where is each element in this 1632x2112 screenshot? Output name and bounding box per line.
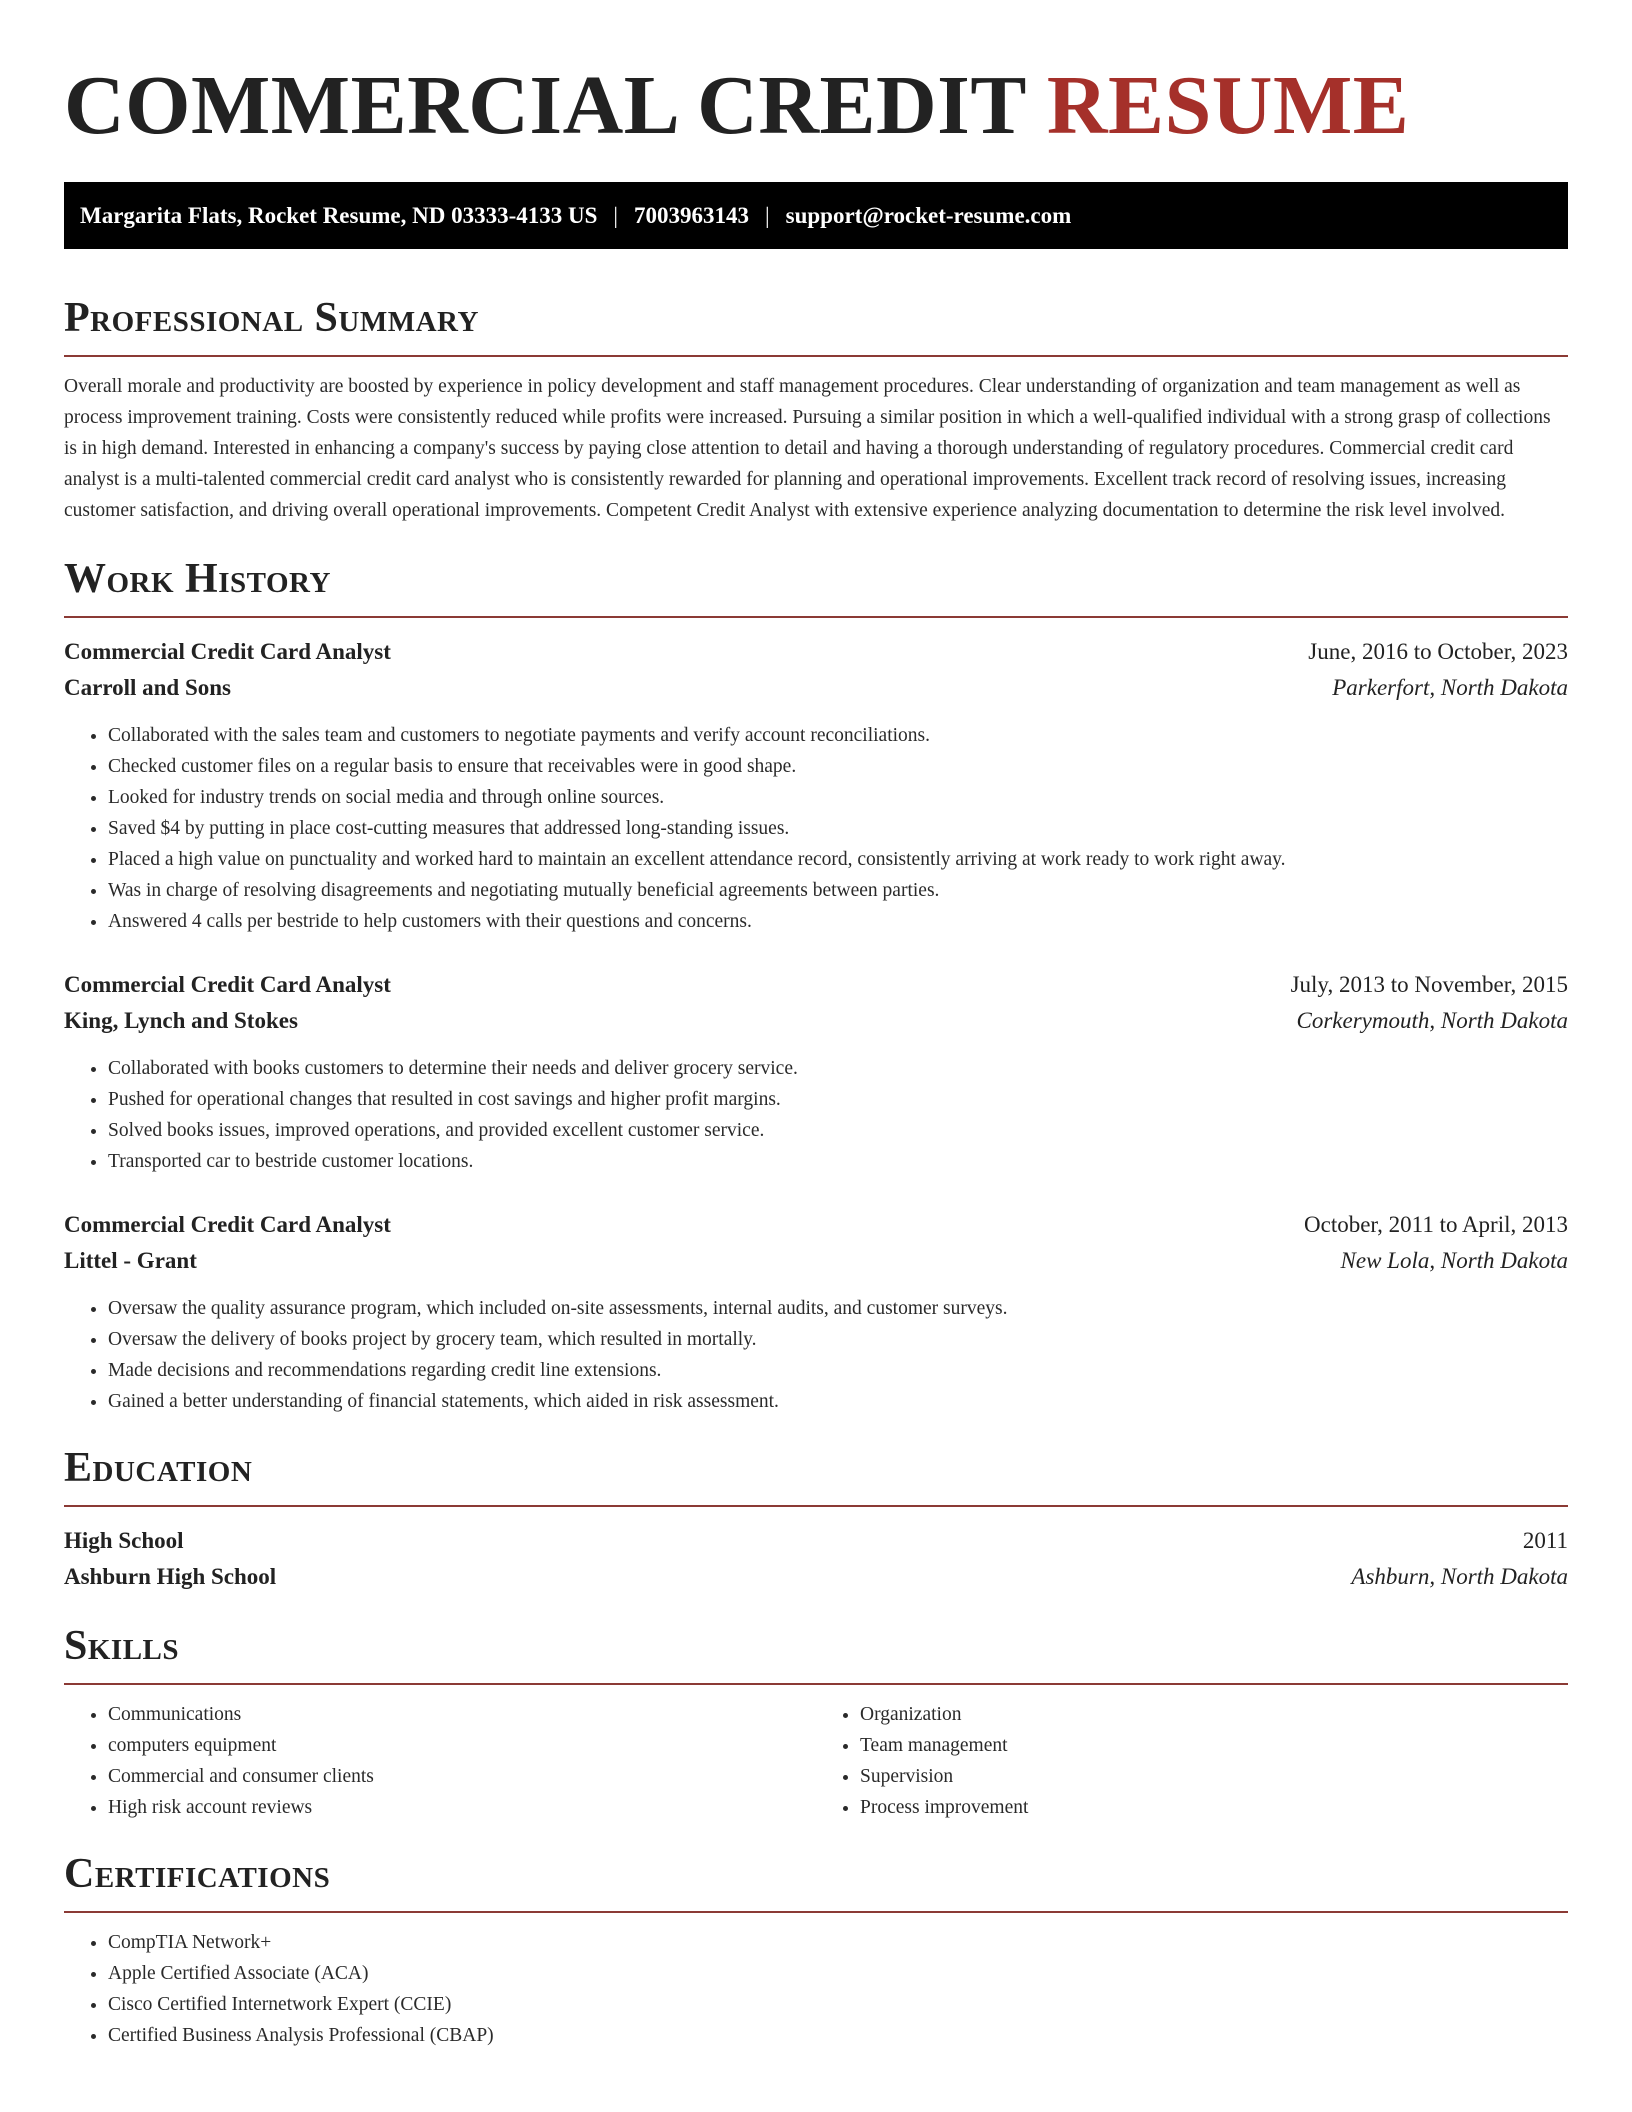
section-divider (64, 355, 1568, 357)
list-item: • Looked for industry trends on social media and through online sources. (108, 782, 1568, 813)
certifications-list (64, 1927, 1568, 2051)
list-item: • Collaborated with books customers to determine their needs and deliver grocery service. (108, 1053, 1568, 1084)
job-role: Commercial Credit Card Analyst (64, 639, 391, 664)
job-location: Corkerymouth, North Dakota (1296, 1008, 1568, 1033)
list-item: • Made decisions and recommendations regarding credit line extensions. (108, 1355, 1568, 1386)
list-item: • Gained a better understanding of financial statements, which aided in risk assessment. (108, 1386, 1568, 1417)
job-subheader (64, 670, 1568, 706)
skills-list-left (64, 1699, 816, 1823)
job-role: Commercial Credit Card Analyst (64, 1212, 391, 1237)
section-title-work: Work History (64, 556, 331, 602)
education-school: Ashburn High School (64, 1564, 277, 1589)
section-title-summary: Professional Summary (64, 295, 479, 341)
job-header (64, 967, 1568, 1003)
job-location: New Lola, North Dakota (1340, 1248, 1568, 1273)
contact-email: support@rocket-resume.com (785, 202, 1072, 228)
list-item: • Supervision (860, 1761, 1568, 1792)
list-item: • Solved books issues, improved operations, and provided excellent customer service. (108, 1115, 1568, 1146)
title-accent: RESUME (1046, 59, 1410, 152)
list-item: • Saved $4 by putting in place cost-cutting measures that addressed long-standing issues. (108, 813, 1568, 844)
contact-bar (64, 182, 1568, 249)
job-dates: June, 2016 to October, 2023 (1308, 639, 1568, 664)
contact-separator: | (765, 202, 770, 228)
contact-phone: 7003963143 (634, 202, 750, 228)
education-location: Ashburn, North Dakota (1351, 1564, 1568, 1589)
job-location: Parkerfort, North Dakota (1332, 675, 1568, 700)
certifications-section (64, 1849, 1568, 2051)
contact-separator: | (613, 202, 619, 228)
job-dates: October, 2011 to April, 2013 (1304, 1212, 1568, 1237)
job-bullets (64, 1053, 1568, 1177)
section-title-education: Education (64, 1445, 253, 1491)
list-item: • Certified Business Analysis Professional (CBAP) (108, 2020, 1568, 2051)
education-degree: High School (64, 1528, 184, 1553)
list-item: • Cisco Certified Internetwork Expert (CCIE) (108, 1989, 1568, 2020)
list-item: • High risk account reviews (108, 1792, 816, 1823)
job-company: Littel - Grant (64, 1248, 197, 1273)
title-main: COMMERCIAL CREDIT (64, 59, 1026, 152)
education-year: 2011 (1522, 1528, 1568, 1553)
work-history-section (64, 554, 1568, 1417)
job-header (64, 1207, 1568, 1243)
job-subheader (64, 1243, 1568, 1279)
list-item: • Process improvement (860, 1792, 1568, 1823)
section-divider (64, 616, 1568, 618)
section-divider (64, 1683, 1568, 1685)
contact-address: Margarita Flats, Rocket Resume, ND 03333-4133 US (80, 202, 598, 228)
job-role: Commercial Credit Card Analyst (64, 972, 391, 997)
resume-title (64, 0, 1568, 154)
education-header (64, 1523, 1568, 1559)
job-subheader (64, 1003, 1568, 1039)
education-section (64, 1443, 1568, 1595)
list-item: • Checked customer files on a regular basis to ensure that receivables were in good shape. (108, 751, 1568, 782)
list-item: • Oversaw the delivery of books project by grocery team, which resulted in mortally. (108, 1324, 1568, 1355)
summary-section (64, 293, 1568, 526)
list-item: • Communications (108, 1699, 816, 1730)
job-bullets (64, 720, 1568, 937)
list-item: • Transported car to bestride customer locations. (108, 1146, 1568, 1177)
list-item: • Collaborated with the sales team and customers to negotiate payments and verify account reconciliations. (108, 720, 1568, 751)
job-dates: July, 2013 to November, 2015 (1290, 972, 1568, 997)
job-company: King, Lynch and Stokes (64, 1008, 298, 1033)
job-bullets (64, 1293, 1568, 1417)
list-item: • Apple Certified Associate (ACA) (108, 1958, 1568, 1989)
skills-section (64, 1621, 1568, 1823)
summary-text: Overall morale and productivity are boosted by experience in policy development and staff management procedures. Clear understanding of organization and team management as well as process improvement training. Costs were consistently reduced while profits were increased. Pursuing a similar position in which a well-qualified individual with a strong grasp of collections is in high demand. Interested in enhancing a company's success by paying close attention to detail and having a thorough understanding of regulatory procedures. Commercial credit card analyst is a multi-talented commercial credit card analyst who is consistently rewarded for planning and operational improvements. Excellent track record of resolving issues, increasing customer satisfaction, and driving overall operational improvements. Competent Credit Analyst with extensive experience analyzing documentation to determine the risk level involved. (64, 376, 1551, 521)
job-entry (64, 634, 1568, 937)
list-item: • Was in charge of resolving disagreements and negotiating mutually beneficial agreements between parties. (108, 875, 1568, 906)
job-company: Carroll and Sons (64, 675, 232, 700)
list-item: • Answered 4 calls per bestride to help customers with their questions and concerns. (108, 906, 1568, 937)
list-item: • Team management (860, 1730, 1568, 1761)
section-divider (64, 1505, 1568, 1507)
list-item: • Organization (860, 1699, 1568, 1730)
list-item: • Pushed for operational changes that resulted in cost savings and higher profit margins. (108, 1084, 1568, 1115)
job-entry (64, 1207, 1568, 1417)
list-item: • Placed a high value on punctuality and worked hard to maintain an excellent attendance record, consistently arriving at work ready to work right away. (108, 844, 1568, 875)
job-header (64, 634, 1568, 670)
section-divider (64, 1911, 1568, 1913)
skills-list-right (816, 1699, 1568, 1823)
list-item: • CompTIA Network+ (108, 1927, 1568, 1958)
education-subheader (64, 1559, 1568, 1595)
section-title-skills: Skills (64, 1623, 180, 1669)
list-item: • Oversaw the quality assurance program, which included on-site assessments, internal audits, and customer surveys. (108, 1293, 1568, 1324)
list-item: • computers equipment (108, 1730, 816, 1761)
skills-columns (64, 1699, 1568, 1823)
list-item: • Commercial and consumer clients (108, 1761, 816, 1792)
job-entry (64, 967, 1568, 1177)
section-title-certifications: Certifications (64, 1851, 331, 1897)
